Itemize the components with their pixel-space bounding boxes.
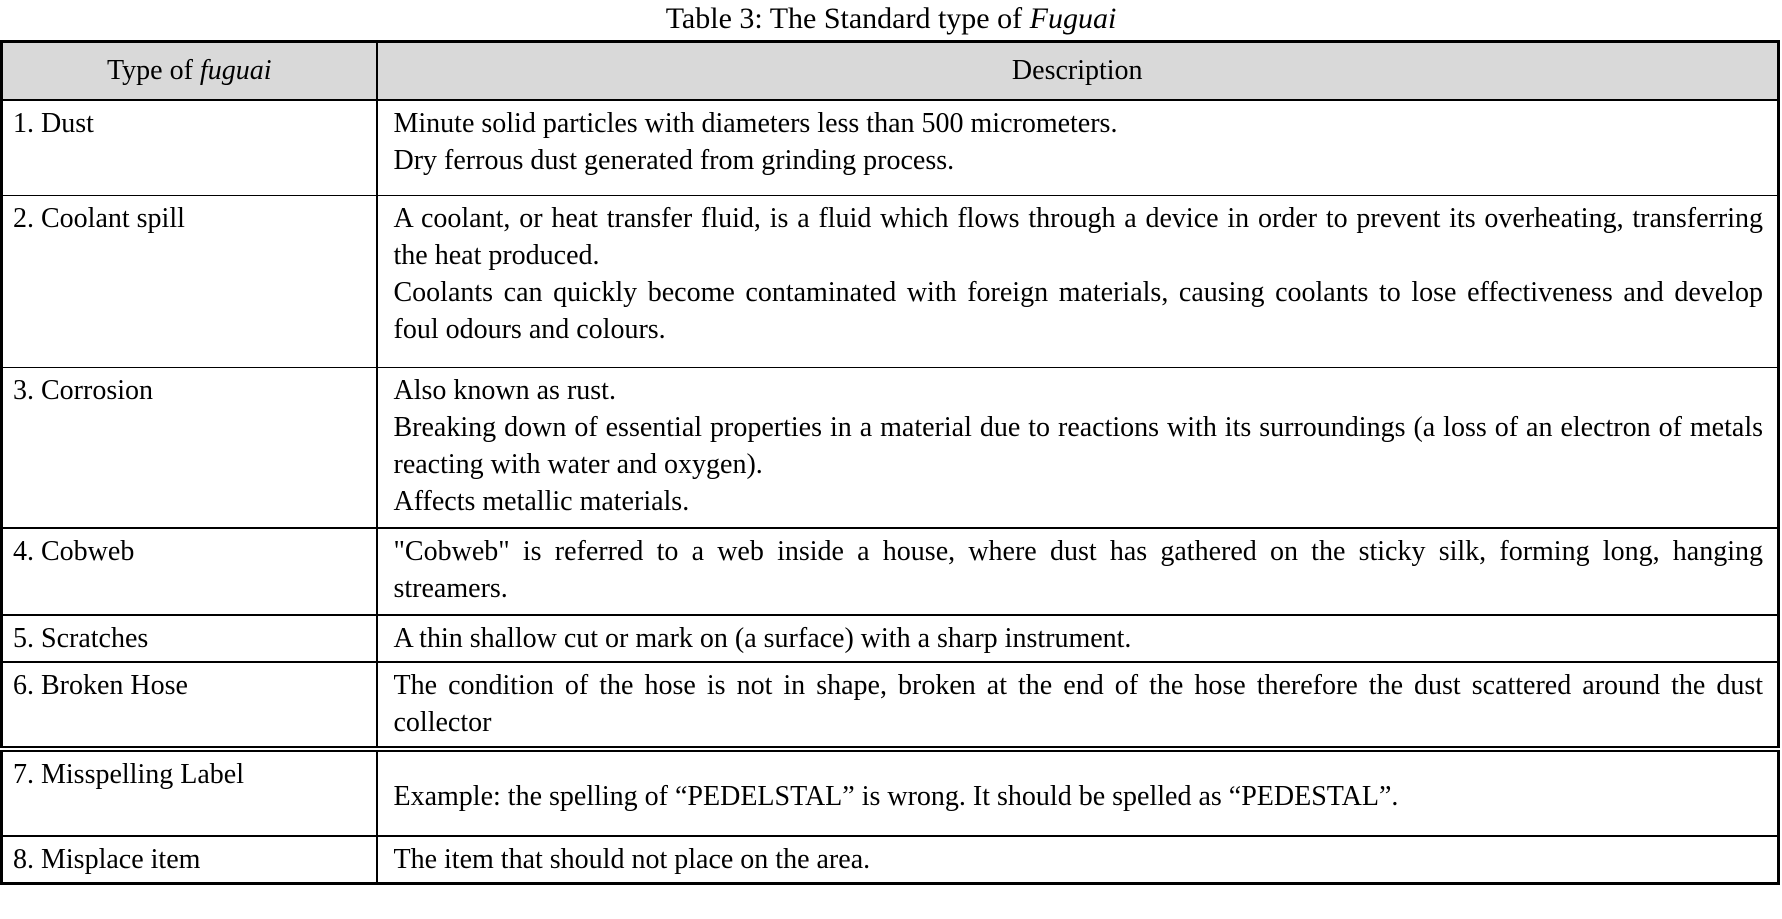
fuguai-table: [0, 40, 1780, 885]
type-cell: 3. Corrosion: [2, 368, 377, 528]
type-cell: 2. Coolant spill: [2, 196, 377, 368]
table-row: [2, 368, 1779, 528]
description-cell: [377, 368, 1779, 528]
type-cell: 7. Misspelling Label: [2, 749, 377, 836]
header-type-italic: fuguai: [199, 55, 272, 87]
header-row: [2, 42, 1779, 100]
table-row: [2, 196, 1779, 368]
description-paragraph: Coolants can quickly become contaminated with foreign materials, causing coolants to lose effectiveness and develop foul odours and colours.: [393, 277, 1763, 345]
description-cell: [377, 615, 1779, 662]
type-cell: 5. Scratches: [2, 615, 377, 662]
description-cell: [377, 196, 1779, 368]
table-caption-text: Table 3: The Standard type of: [665, 2, 1030, 35]
description-paragraph: The condition of the hose is not in shape, broken at the end of the hose therefore the dust scattered around the dust collector: [393, 669, 1763, 738]
description-paragraph: Also known as rust.: [393, 375, 616, 406]
type-cell: 8. Misplace item: [2, 836, 377, 884]
description-paragraph: A thin shallow cut or mark on (a surface) with a sharp instrument.: [393, 622, 1132, 654]
description-paragraph: The item that should not place on the area.: [393, 843, 871, 875]
header-type: [2, 42, 377, 100]
type-cell: 6. Broken Hose: [2, 662, 377, 749]
table-row: [2, 749, 1779, 836]
description-paragraph: A coolant, or heat transfer fluid, is a fluid which flows through a device in order to prevent its overheating, transferring the heat produced.: [393, 203, 1763, 271]
description-cell: [377, 749, 1779, 836]
type-cell: 1. Dust: [2, 100, 377, 196]
table-row: [2, 528, 1779, 615]
description-cell: [377, 528, 1779, 615]
header-type-text: Type of: [107, 55, 200, 87]
table-row: [2, 615, 1779, 662]
description-paragraph: Breaking down of essential properties in a material due to reactions with its surroundings (a loss of an electron of metals reacting with water and oxygen).: [393, 412, 1763, 480]
description-cell: [377, 662, 1779, 749]
description-paragraph: Affects metallic materials.: [393, 486, 690, 517]
table-body: [2, 100, 1779, 884]
table-caption: [0, 0, 1782, 40]
description-paragraph: Minute solid particles with diameters less than 500 micrometers.: [393, 107, 1118, 139]
header-description-text: Description: [1011, 55, 1143, 87]
table-row: [2, 836, 1779, 884]
header-description: [377, 42, 1779, 100]
description-cell: [377, 100, 1779, 196]
description-paragraph: Example: the spelling of “PEDELSTAL” is wrong. It should be spelled as “PEDESTAL”.: [393, 780, 1399, 812]
table-row: [2, 662, 1779, 749]
table-row: [2, 100, 1779, 196]
description-paragraph: "Cobweb" is referred to a web inside a house, where dust has gathered on the sticky silk, forming long, hanging streamers.: [393, 535, 1763, 604]
description-paragraph: Dry ferrous dust generated from grinding process.: [393, 144, 955, 176]
table-caption-italic: Fuguai: [1029, 2, 1117, 35]
description-cell: [377, 836, 1779, 884]
type-cell: 4. Cobweb: [2, 528, 377, 615]
